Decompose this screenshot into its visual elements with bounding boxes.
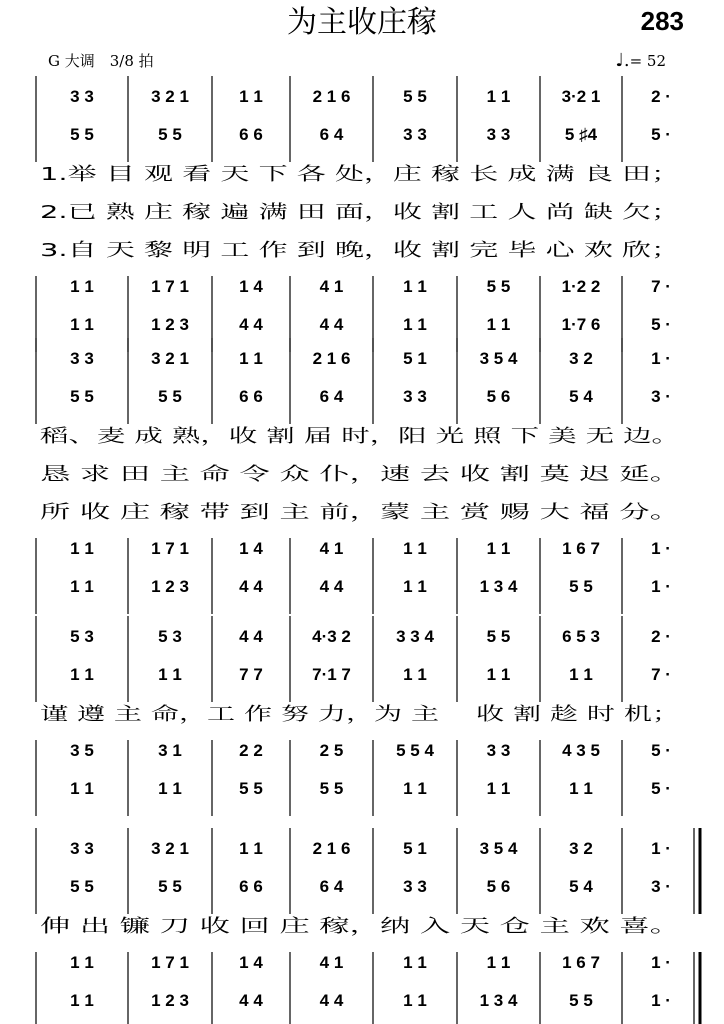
measure-notes: 1 7 1: [151, 953, 189, 972]
measure-notes: 1·7 6: [561, 315, 601, 334]
measure-notes: 5 5: [486, 627, 511, 646]
measure-notes: 5 5: [239, 779, 263, 798]
measure-notes: 1 4: [239, 277, 263, 296]
measure-notes: 3 2 1: [151, 839, 189, 858]
measure-notes: 3 3: [70, 349, 94, 368]
measure-notes: 4·3 2: [312, 627, 351, 646]
measure-notes: 2 1 6: [312, 349, 351, 368]
measure-notes: 1 1: [486, 315, 511, 334]
measure-notes: 3 2: [569, 349, 593, 368]
measure-notes: 1 1: [486, 779, 511, 798]
measure-notes: 1 1: [486, 953, 511, 972]
lyric-line: 谨 遵 主 命，工 作 努 力，为 主 收 割 趁 时 机；: [40, 704, 680, 725]
measure-notes: 5 5: [569, 991, 593, 1010]
measure-notes: 2 ·: [651, 87, 671, 106]
measure-notes: 4 4: [319, 991, 344, 1010]
hymn-number: 283: [640, 6, 684, 36]
measure-notes: 2 ·: [651, 627, 671, 646]
measure-notes: 5 5: [569, 577, 593, 596]
measure-notes: 5 5: [70, 125, 94, 144]
measure-notes: 5 5: [70, 877, 94, 896]
measure-notes: 3 3: [70, 87, 94, 106]
measure-notes: 5 1: [403, 839, 427, 858]
measure-notes: 5 ·: [651, 315, 671, 334]
measure-notes: 4 4: [319, 577, 344, 596]
hymn-title: 为主收庄稼: [287, 5, 437, 40]
measure-notes: 1·2 2: [561, 277, 601, 296]
measure-notes: 4 3 5: [562, 741, 600, 760]
tempo-value: = 52: [629, 52, 666, 70]
measure-notes: 4 4: [239, 577, 263, 596]
measure-notes: 1 1: [403, 539, 427, 558]
measure-notes: 5 5: [158, 387, 182, 406]
measure-notes: 5 ·: [651, 125, 671, 144]
measure-notes: 3 5 4: [479, 839, 518, 858]
measure-notes: 1 6 7: [562, 539, 600, 558]
measure-notes: 1 3 4: [479, 991, 518, 1010]
measure-notes: 6 6: [239, 877, 263, 896]
measure-notes: 3 3: [403, 125, 427, 144]
measure-notes: 1 1: [403, 315, 427, 334]
measure-notes: 1 2 3: [151, 991, 189, 1010]
measure-notes: 1 6 7: [562, 953, 600, 972]
measure-notes: 5 5: [403, 87, 427, 106]
measure-notes: 1 ·: [651, 953, 671, 972]
measure-notes: 6 4: [319, 877, 344, 896]
measure-notes: 3 5: [70, 741, 94, 760]
measure-notes: 1 2 3: [151, 577, 189, 596]
measure-notes: 5 3: [158, 627, 182, 646]
measure-notes: 1 1: [70, 539, 94, 558]
measure-notes: 6 4: [319, 125, 344, 144]
measure-notes: 1 ·: [651, 539, 671, 558]
measure-notes: 3 3: [403, 387, 427, 406]
measure-notes: 5 4: [569, 387, 593, 406]
measure-notes: 6 6: [239, 125, 263, 144]
measure-notes: 1 1: [70, 577, 94, 596]
measure-notes: 1 1: [70, 277, 94, 296]
measure-notes: 3 3 4: [396, 627, 434, 646]
measure-notes: 2 1 6: [312, 87, 351, 106]
measure-notes: 1 1: [486, 87, 511, 106]
measure-notes: 3 ·: [651, 387, 671, 406]
measure-notes: 7·1 7: [312, 665, 351, 684]
measure-notes: 1 1: [486, 539, 511, 558]
measure-notes: 5 5: [158, 125, 182, 144]
measure-notes: 5 ·: [651, 741, 671, 760]
measure-notes: 1 4: [239, 953, 263, 972]
measure-notes: 4 4: [239, 991, 263, 1010]
measure-notes: 6 5 3: [562, 627, 600, 646]
lyric-line: 所 收 庄 稼 带 到 主 前，蒙 主 赏 赐 大 福 分。: [40, 502, 680, 523]
measure-notes: 4 4: [319, 315, 344, 334]
measure-notes: 1 1: [403, 577, 427, 596]
measure-notes: 1 1: [70, 991, 94, 1010]
measure-notes: 5 5: [70, 387, 94, 406]
measure-notes: 4 1: [319, 277, 344, 296]
lyric-line: 伸 出 镰 刀 收 回 庄 稼，纳 入 天 仓 主 欢 喜。: [40, 916, 680, 937]
measure-notes: 7 ·: [651, 665, 671, 684]
measure-notes: 1 7 1: [151, 539, 189, 558]
measure-notes: 1 1: [239, 87, 263, 106]
measure-notes: 5 5: [158, 877, 182, 896]
lyric-line: 稻、麦 成 熟，收 割 届 时，阳 光 照 下 美 无 边。: [40, 426, 680, 447]
measure-notes: 5 ♯4: [564, 125, 598, 144]
measure-notes: 2 2: [239, 741, 263, 760]
measure-notes: 1 1: [403, 953, 427, 972]
measure-notes: 4 1: [319, 953, 344, 972]
measure-notes: 3 3: [403, 877, 427, 896]
measure-notes: 3 ·: [651, 877, 671, 896]
measure-notes: 1 1: [239, 839, 263, 858]
measure-notes: 1 ·: [651, 577, 671, 596]
measure-notes: 2 5: [319, 741, 344, 760]
measure-notes: 1 3 4: [479, 577, 518, 596]
measure-notes: 1 ·: [651, 991, 671, 1010]
measure-notes: 5 ·: [651, 779, 671, 798]
measure-notes: 3 2 1: [151, 349, 189, 368]
measure-notes: 3 2: [569, 839, 593, 858]
measure-notes: 1 ·: [651, 839, 671, 858]
measure-notes: 1 1: [70, 315, 94, 334]
measure-notes: 7 ·: [651, 277, 671, 296]
measure-notes: 3·2 1: [561, 87, 601, 106]
measure-notes: 1 1: [486, 665, 511, 684]
measure-notes: 5 1: [403, 349, 427, 368]
key-and-time-signature: G 大调 3/8 拍: [48, 52, 154, 70]
measure-notes: 4 4: [239, 315, 263, 334]
measure-notes: 7 7: [239, 665, 263, 684]
measure-notes: 1 1: [403, 277, 427, 296]
measure-notes: 1 1: [158, 779, 182, 798]
lyric-line: 2.已 熟 庄 稼 遍 满 田 面，收 割 工 人 尚 缺 欠；: [40, 202, 680, 223]
measure-notes: 6 4: [319, 387, 344, 406]
measure-notes: 6 6: [239, 387, 263, 406]
measure-notes: 1 1: [70, 779, 94, 798]
measure-notes: 1 1: [569, 665, 593, 684]
measure-notes: 2 1 6: [312, 839, 351, 858]
measure-notes: 4 1: [319, 539, 344, 558]
measure-notes: 1 1: [158, 665, 182, 684]
measure-notes: 1 4: [239, 539, 263, 558]
measure-notes: 1 1: [70, 953, 94, 972]
measure-notes: 1 7 1: [151, 277, 189, 296]
measure-notes: 3 2 1: [151, 87, 189, 106]
lyric-line: 恳 求 田 主 命 令 众 仆，速 去 收 割 莫 迟 延。: [40, 464, 680, 485]
dotted-quarter-note-icon: ♩.: [615, 50, 630, 71]
measure-notes: 3 5 4: [479, 349, 518, 368]
measure-notes: 1 ·: [651, 349, 671, 368]
measure-notes: 1 1: [239, 349, 263, 368]
measure-notes: 1 1: [403, 991, 427, 1010]
measure-notes: 3 3: [486, 125, 511, 144]
measure-notes: 4 4: [239, 627, 263, 646]
lyric-line: 1.举 目 观 看 天 下 各 处，庄 稼 长 成 满 良 田；: [40, 164, 680, 185]
measure-notes: 5 6: [486, 387, 511, 406]
measure-notes: 3 1: [158, 741, 182, 760]
measure-notes: 5 6: [486, 877, 511, 896]
measure-notes: 5 5 4: [396, 741, 434, 760]
measure-notes: 3 3: [486, 741, 511, 760]
measure-notes: 1 1: [403, 665, 427, 684]
measure-notes: 1 1: [403, 779, 427, 798]
measure-notes: 5 3: [70, 627, 94, 646]
measure-notes: 1 1: [70, 665, 94, 684]
measure-notes: 5 5: [486, 277, 511, 296]
measure-notes: 1 1: [569, 779, 593, 798]
measure-notes: 5 5: [319, 779, 344, 798]
measure-notes: 3 3: [70, 839, 94, 858]
measure-notes: 1 2 3: [151, 315, 189, 334]
lyric-line: 3.自 天 黎 明 工 作 到 晚，收 割 完 毕 心 欢 欣；: [40, 240, 680, 261]
measure-notes: 5 4: [569, 877, 593, 896]
